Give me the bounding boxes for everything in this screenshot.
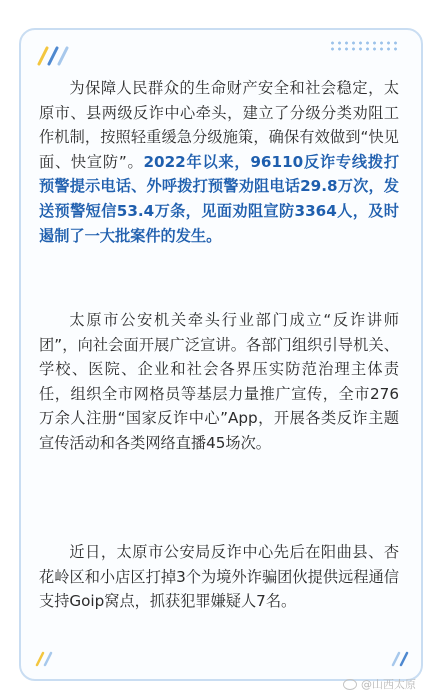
corner-decoration-icon [33,649,73,669]
weibo-watermark [343,676,416,692]
highlighted-statistics-text: 2022年以来，96110反诈专线拨打预警提示电话、外呼拨打预警劝阻电话29.8万次，发送预警短信53.4万条，见面劝阻宣防3364人，及时遏制了一大批案件的发生。 [39,152,400,245]
corner-decoration-icon [371,649,411,669]
watermark-text: @山西太原 [361,678,416,691]
paragraph-2-text: 太原市公安机关牵头行业部门成立“反诈讲师团”，向社会面开展广泛宣讲。各部门组织引导机关、学校、医院、企业和社会各界压实防范治理主体责任，组织全市网格员等基层力量推广宣传，全市276万余人注册“国家反诈中心”App，开展各类反诈主题宣传活动和各类网络直播45场次。 [39,311,399,452]
dot-pattern-decoration [329,40,399,52]
slash-decoration-icon [33,44,73,68]
weibo-logo-icon [343,679,357,690]
paragraph-lecture-team [39,308,399,456]
paragraph-goip-crackdown [39,540,399,614]
paragraph-1-normal-text: 为保障人民群众的生命财产安全和社会稳定，太原市、县两级反诈中心牵头，建立了分级分类劝阻工作机制，按照轻重缓急分级施策，确保有效做到“快见面、快宣防”。 [39,79,399,171]
paragraph-text-normal [39,76,399,248]
paragraph-prevention-mechanism [39,76,399,248]
paragraph-3-text: 近日，太原市公安局反诈中心先后在阳曲县、杏花岭区和小店区打掉3个为境外诈骗团伙提供远程通信支持Goip窝点，抓获犯罪嫌疑人7名。 [39,543,399,611]
